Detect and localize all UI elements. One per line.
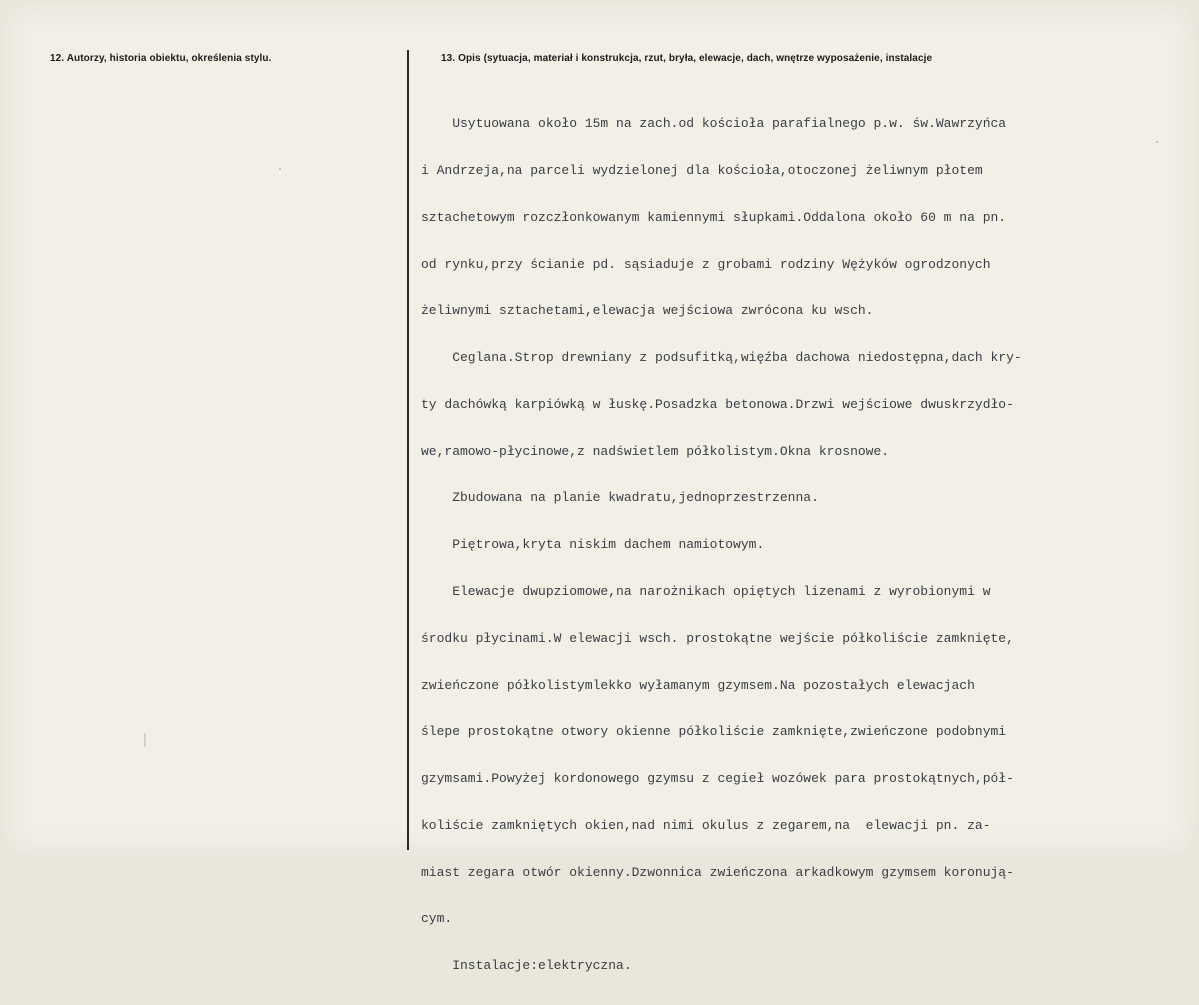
section-13-description bbox=[421, 85, 1199, 1005]
column-divider bbox=[407, 50, 409, 850]
description-line: miast zegara otwór okienny.Dzwonnica zwieńczona arkadkowym gzymsem koronują- bbox=[421, 864, 1014, 880]
description-line: środku płycinami.W elewacji wsch. prostokątne wejście półkoliście zamknięte, bbox=[421, 630, 1014, 646]
description-line: Ceglana.Strop drewniany z podsufitką,więźba dachowa niedostępna,dach kry- bbox=[421, 350, 1022, 366]
paper-speck bbox=[279, 168, 281, 170]
description-line: Zbudowana na planie kwadratu,jednoprzestrzenna. bbox=[421, 490, 819, 506]
description-line: żeliwnymi sztachetami,elewacja wejściowa zwrócona ku wsch. bbox=[421, 303, 874, 319]
document-page bbox=[3, 3, 1196, 974]
section-12-heading: 12. Autorzy, historia obiektu, określenia stylu. bbox=[50, 53, 272, 64]
description-line: Instalacje:elektryczna. bbox=[421, 958, 632, 974]
description-line: koliście zamkniętych okien,nad nimi okulus z zegarem,na elewacji pn. za- bbox=[421, 817, 991, 833]
description-line: Piętrowa,kryta niskim dachem namiotowym. bbox=[421, 537, 765, 553]
description-line: ślepe prostokątne otwory okienne półkoliście zamknięte,zwieńczone podobnymi bbox=[421, 724, 1007, 740]
description-line: Usytuowana około 15m na zach.od kościoła parafialnego p.w. św.Wawrzyńca bbox=[421, 116, 1007, 132]
description-line: i Andrzeja,na parceli wydzielonej dla kościoła,otoczonej żeliwnym płotem bbox=[421, 162, 983, 178]
description-line: zwieńczone półkolistymlekko wyłamanym gzymsem.Na pozostałych elewacjach bbox=[421, 677, 975, 693]
description-line: sztachetowym rozczłonkowanym kamiennymi słupkami.Oddalona około 60 m na pn. bbox=[421, 209, 1007, 225]
description-line: gzymsami.Powyżej kordonowego gzymsu z cegieł wozówek para prostokątnych,pół- bbox=[421, 771, 1014, 787]
description-line: ty dachówką karpiówką w łuskę.Posadzka betonowa.Drzwi wejściowe dwuskrzydło- bbox=[421, 396, 1014, 412]
description-line: we,ramowo-płycinowe,z nadświetlem półkolistym.Okna krosnowe. bbox=[421, 443, 890, 459]
description-line: Elewacje dwupziomowe,na narożnikach opiętych lizenami z wyrobionymi w bbox=[421, 584, 991, 599]
paper-speck bbox=[1156, 141, 1158, 143]
paper-speck bbox=[144, 733, 146, 747]
section-13-heading: 13. Opis (sytuacja, materiał i konstrukcja, rzut, bryła, elewacje, dach, wnętrze wyposażenie, instalacje bbox=[441, 53, 933, 64]
description-line: od rynku,przy ścianie pd. sąsiaduje z grobami rodziny Wężyków ogrodzonych bbox=[421, 256, 991, 272]
description-line: cym. bbox=[421, 911, 453, 927]
